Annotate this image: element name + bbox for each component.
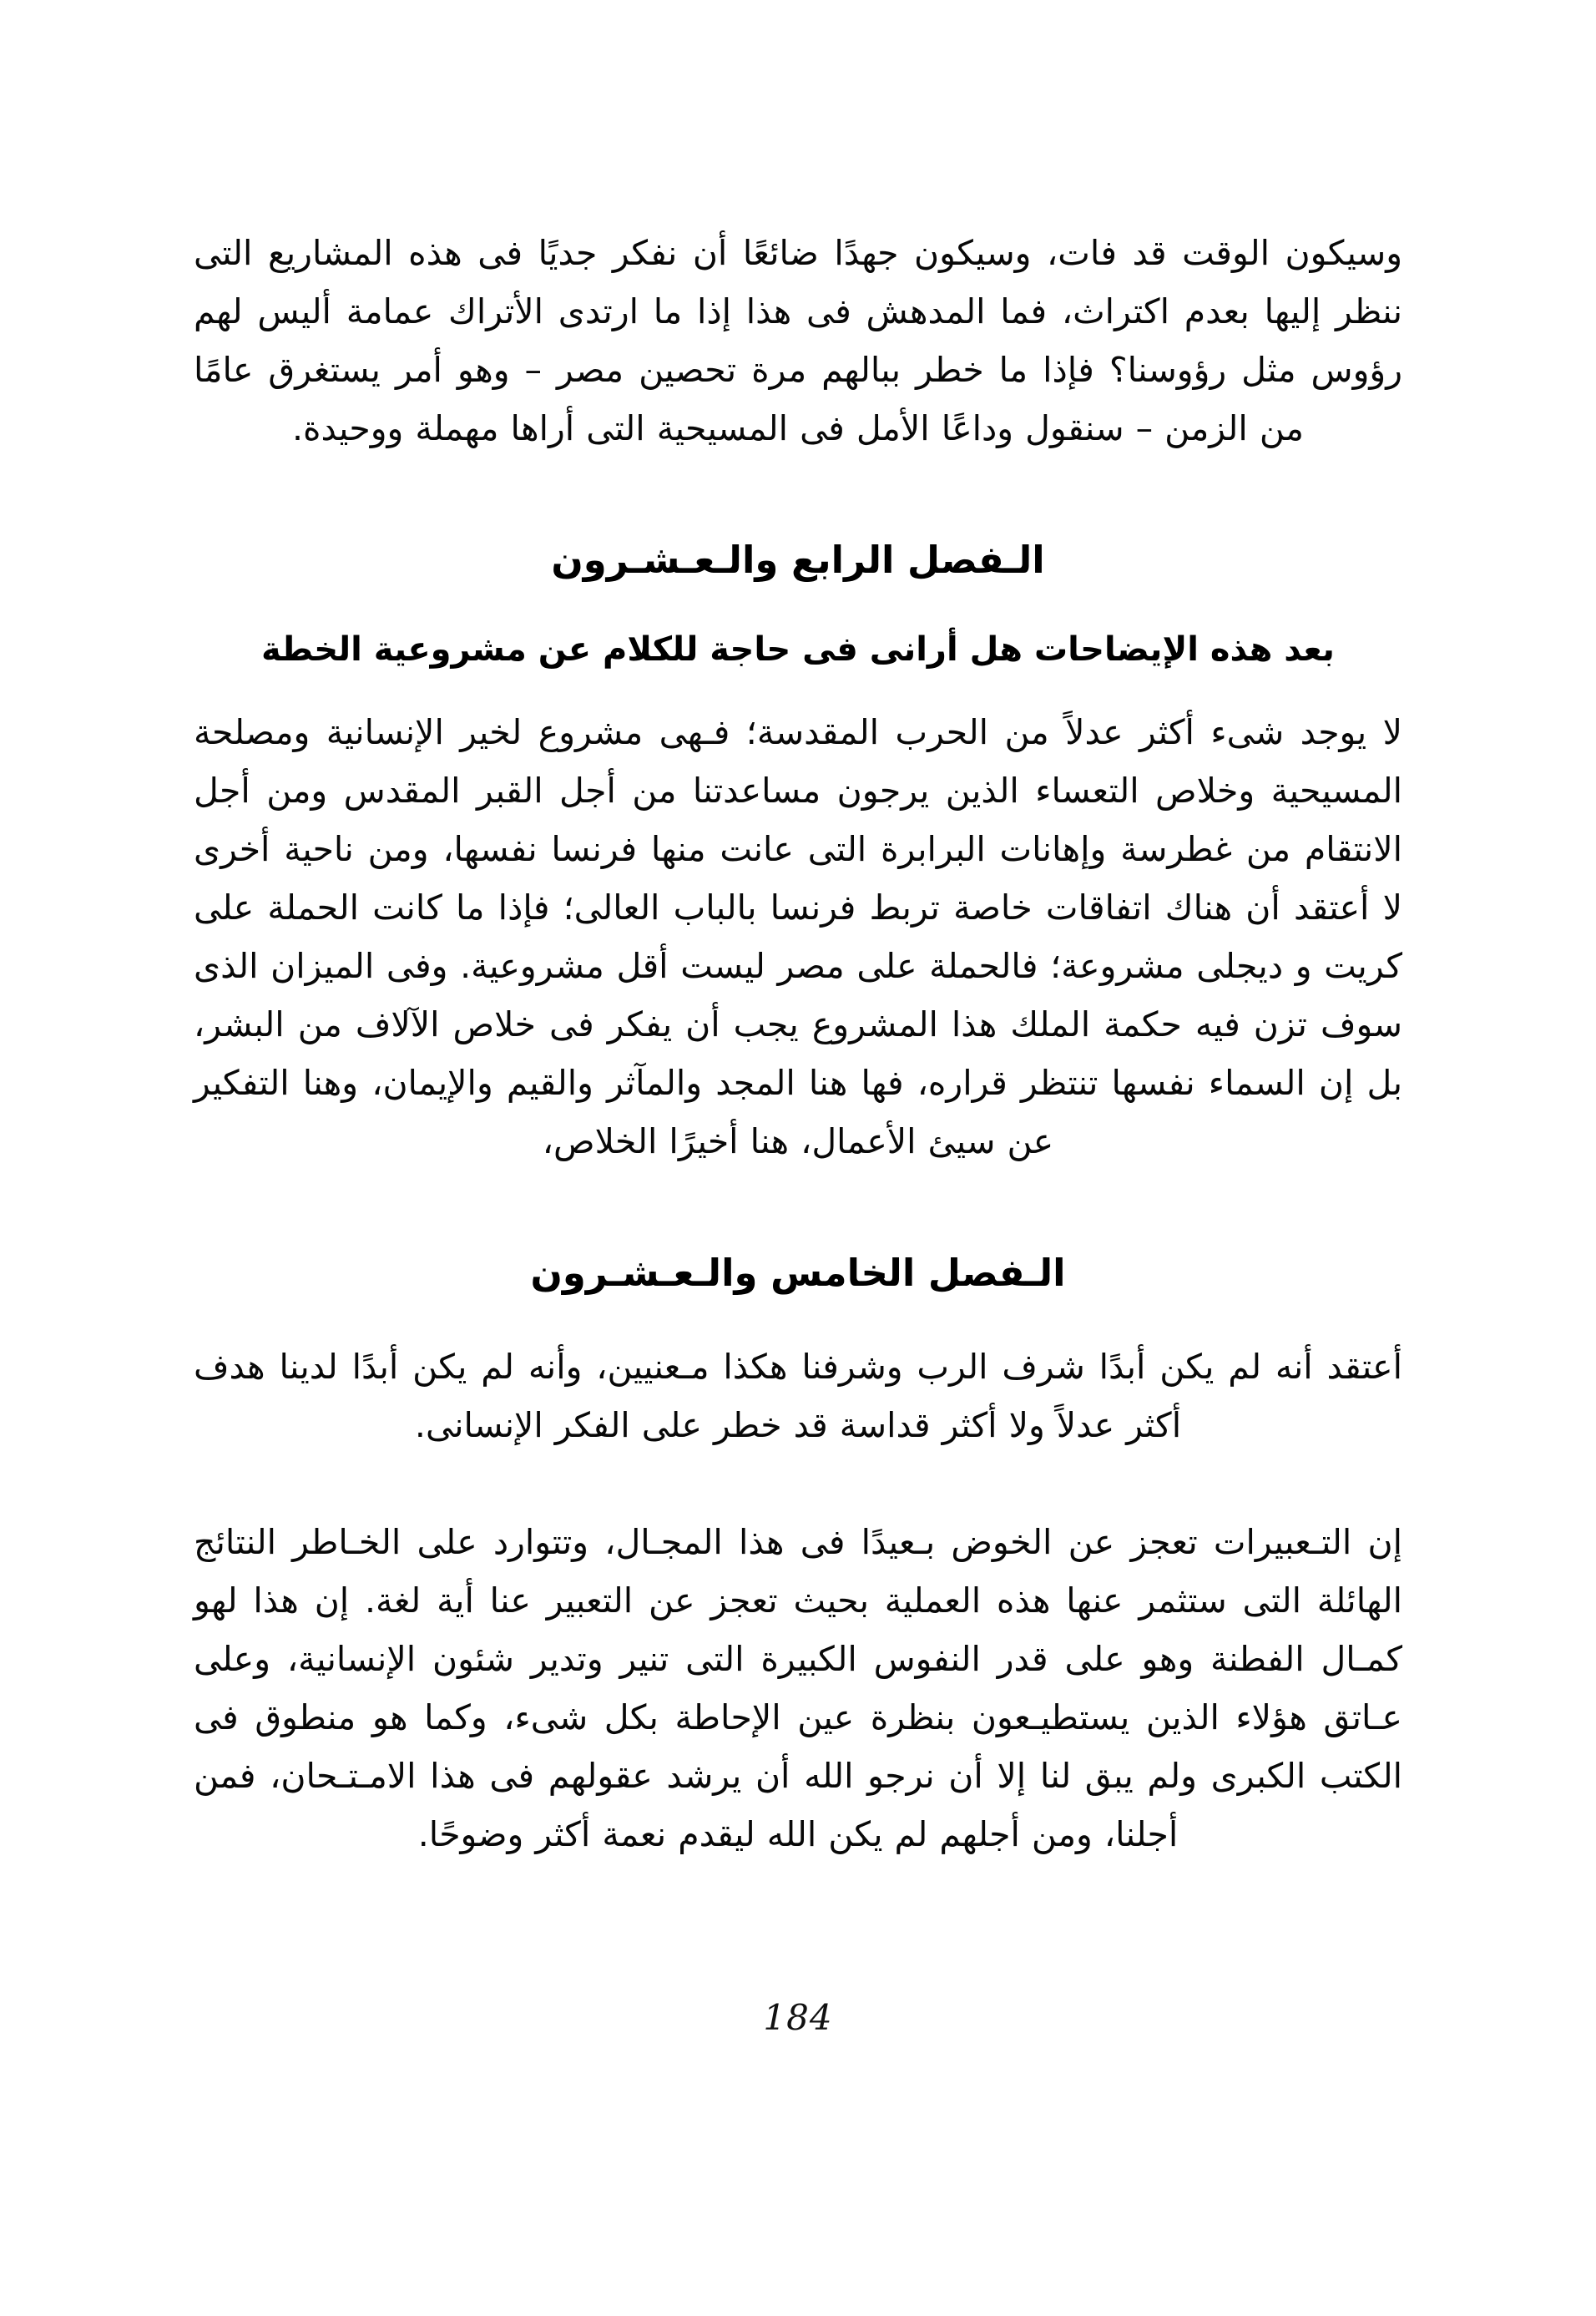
chapter-24-paragraph: لا يوجد شىء أكثر عدلاً من الحرب المقدسة؛ فـهى مشروع لخير الإنسانية ومصلحة المسيحية وخلاص التعساء الذين يرجون مساعدتنا من أجل القبر المقدس ومن أجل الانتقام من غطرسة وإهانات البرابرة التى عانت منها فرنسا نفسها، ومن ناحية أخرى لا أعتقد أن هناك اتفاقات خاصة تربط فرنسا بالباب العالى؛ فإذا ما كانت الحملة على كريت و ديجلى مشروعة؛ فالحملة على مصر ليست أقل مشروعية. وفى الميزان الذى سوف تزن فيه حكمة الملك هذا المشروع يجب أن يفكر فى خلاص الآلاف من البشر، بل إن السماء نفسها تنتظر قراره، فها هنا المجد والمآثر والقيم والإيمان، وهنا التفكير عن سيئ الأعمال، هنا أخيرًا الخلاص، xyxy=(194,712,1402,1161)
spacer-after-chapter-25-heading xyxy=(194,1299,1402,1338)
spacer-between-chapter-25-paragraphs xyxy=(194,1454,1402,1513)
chapter-25-paragraph-2: إن التـعبيرات تعجز عن الخوض بـعيدًا فى هذا المجـال، وتتوارد على الخـاطر النتائج الهائلة التى ستثمر عنها هذه العملية بحيث تعجز عن التعبير عنا أية لغة. إن هذا لهو كمـال الفطنة وهو على قدر النفوس الكبيرة التى تنير وتدير شئون الإنسانية، وعلى عـاتق هؤلاء الذين يستطيـعون بنظرة عين الإحاطة بكل شىء، وكما هو منطوق فى الكتب الكبرى ولم يبق لنا إلا أن نرجو الله أن يرشد عقولهم فى هذا الامـتـحان، فمن أجلنا، ومن أجلهم لم يكن الله ليقدم نعمة أكثر وضوحًا. xyxy=(194,1522,1402,1854)
chapter-25-paragraph-1: أعتقد أنه لم يكن أبدًا شرف الرب وشرفنا هكذا مـعنيين، وأنه لم يكن أبدًا لدينا هدف أكثر عدلاً ولا أكثر قداسة قد خطر على الفكر الإنسانى. xyxy=(194,1347,1402,1445)
spacer-after-chapter-24-heading xyxy=(194,586,1402,625)
intro-paragraph: وسيكون الوقت قد فات، وسيكون جهدًا ضائعًا أن نفكر جديًا فى هذه المشاريع التى ننظر إليها بعدم اكتراث، فما المدهش فى هذا إذا ما ارتدى الأتراك عمامة أليس لهم رؤوس مثل رؤوسنا؟ فإذا ما خطر ببالهم مرة تحصين مصر – وهو أمر يستغرق عامًا من الزمن – سنقول وداعًا الأمل فى المسيحية التى أراها مهملة ووحيدة. xyxy=(194,233,1402,448)
spacer-before-chapter-25-heading xyxy=(194,1171,1402,1247)
page-content xyxy=(194,224,1402,1863)
chapter-25-heading: الـفصل الخامس والـعـشـرون xyxy=(530,1251,1066,1295)
spacer-before-chapter-24-heading xyxy=(194,458,1402,534)
page-number: 184 xyxy=(763,1997,833,2038)
chapter-24-heading: الـفصل الرابع والـعـشـرون xyxy=(551,538,1045,582)
chapter-24-subtitle: بعد هذه الإيضاحات هل أرانى فى حاجة للكلام عن مشروعية الخطة xyxy=(261,630,1335,669)
spacer-before-chapter-24-paragraph xyxy=(194,675,1402,703)
